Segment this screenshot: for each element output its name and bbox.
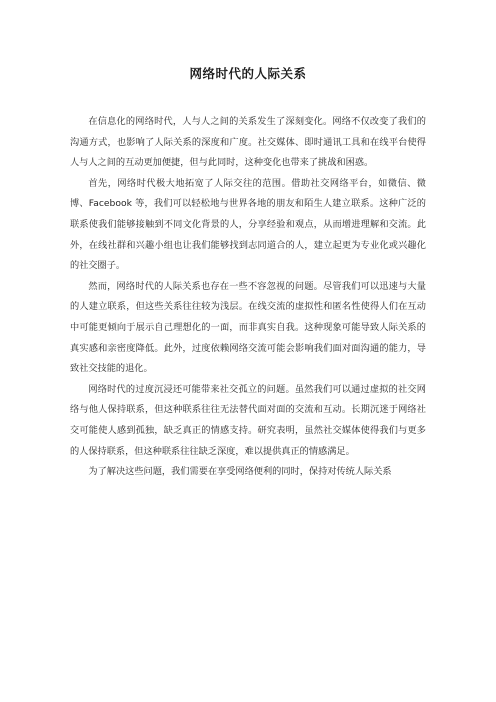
paragraph-solution: 为了解决这些问题，我们需要在享受网络便利的同时，保持对传统人际关系	[88, 466, 392, 478]
document-title: 网络时代的人际关系	[189, 66, 307, 81]
paragraph-problems: 然而，网络时代的人际关系也存在一些不容忽视的问题。尽管我们可以迅速与大量的人建立联系，但这些关系往往较为浅层。在线交流的虚拟性和匿名性使得人们在互动中可能更倾向于展示自己理想化的一面，而非真实自我。这种现象可能导致人际关系的真实感和亲密度降低。此外，过度依赖网络交流可能会影响我们面对面沟通的能力，导致社交技能的退化。	[70, 280, 426, 375]
paragraph-isolation: 网络时代的过度沉浸还可能带来社交孤立的问题。虽然我们可以通过虚拟的社交网络与他人保持联系，但这种联系往往无法替代面对面的交流和互动。长期沉迷于网络社交可能使人感到孤独，缺乏真正的情感支持。研究表明，虽然社交媒体使得我们与更多的人保持联系，但这种联系往往缺乏深度，难以提供真正的情感满足。	[70, 383, 426, 457]
document-body	[70, 112, 426, 483]
paragraph-first-point: 首先，网络时代极大地拓宽了人际交往的范围。借助社交网络平台，如微信、微博、Facebook 等，我们可以轻松地与世界各地的朋友和陌生人建立联系。这种广泛的联系使我们能够接触到不同文化背景的人，分享经验和观点，从而增进理解和交流。此外，在线社群和兴趣小组也让我们能够找到志同道合的人，建立起更为专业化或兴趣化的社交圈子。	[70, 177, 426, 272]
paragraph-intro: 在信息化的网络时代，人与人之间的关系发生了深刻变化。网络不仅改变了我们的沟通方式，也影响了人际关系的深度和广度。社交媒体、即时通讯工具和在线平台使得人与人之间的互动更加便捷，但与此同时，这种变化也带来了挑战和困惑。	[70, 116, 426, 169]
